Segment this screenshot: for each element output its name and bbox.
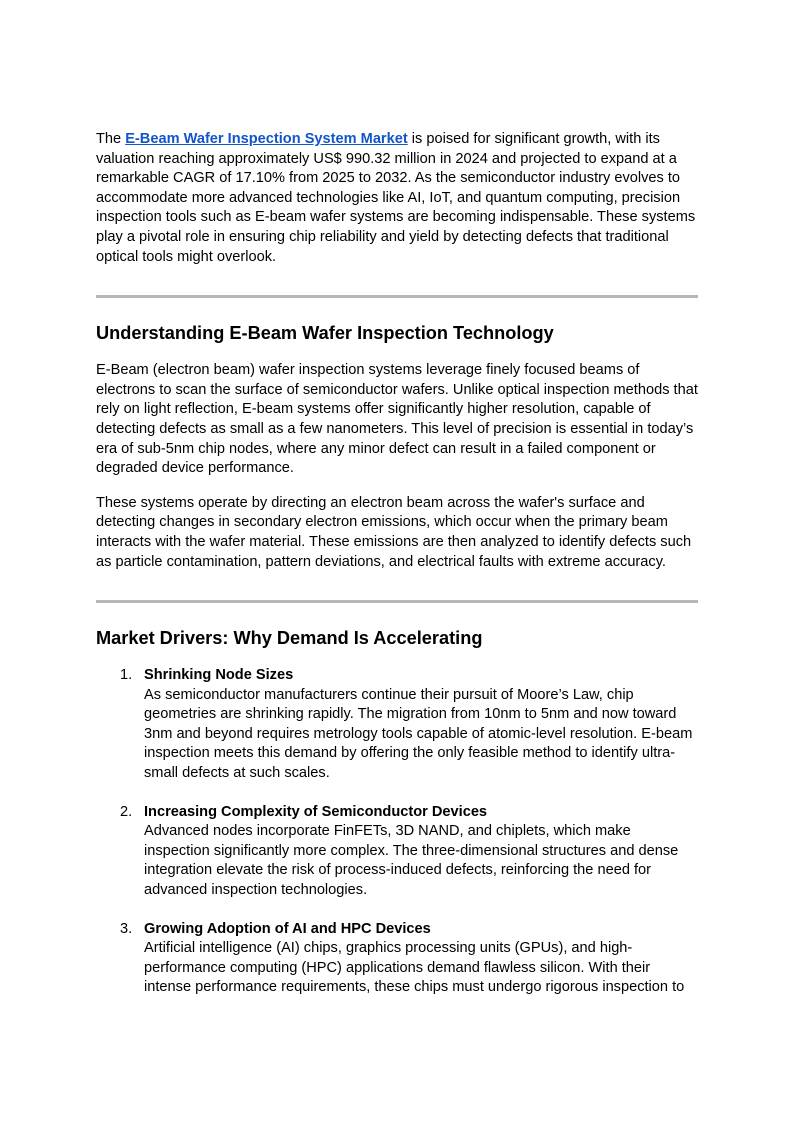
list-item — [96, 803, 698, 901]
list-item — [96, 920, 698, 998]
intro-paragraph — [96, 130, 698, 267]
technology-heading: Understanding E-Beam Wafer Inspection Technology — [96, 323, 554, 344]
list-item-body: As semiconductor manufacturers continue their pursuit of Moore’s Law, chip geometries are shrinking rapidly. The migration from 10nm to 5nm and now toward 3nm and beyond requires metrology tools capable of atomic-level resolution. E-beam inspection meets this demand by offering the only feasible method to identify ultra-small defects at such scales. — [144, 686, 693, 782]
document-page — [96, 130, 698, 998]
list-item-body: Advanced nodes incorporate FinFETs, 3D NAND, and chiplets, which make inspection significantly more complex. The three-dimensional structures and dense integration elevate the risk of process-induced defects, reinforcing the need for advanced inspection technologies. — [144, 823, 679, 899]
list-item-body: Artificial intelligence (AI) chips, graphics processing units (GPUs), and high-performance computing (HPC) applications demand flawless silicon. With their intense performance requirements, these chips must undergo rigorous inspection to — [144, 940, 685, 996]
market-report-link[interactable]: E-Beam Wafer Inspection System Market — [125, 131, 408, 147]
technology-paragraph-1: E-Beam (electron beam) wafer inspection systems leverage finely focused beams of electrons to scan the surface of semiconductor wafers. Unlike optical inspection methods that rely on light reflection, E-beam systems offer significantly higher resolution, capable of detecting defects as small as a few nanometers. This level of precision is essential in today’s era of sub-5nm chip nodes, where any minor defect can result in a failed component or degraded device performance. — [96, 362, 698, 477]
intro-after-link: is poised for significant growth, with its valuation reaching approximately US$ 990.32 million in 2024 and projected to expand at a remarkable CAGR of 17.10% from 2025 to 2032. As the semiconductor industry evolves to accommodate more advanced technologies like AI, IoT, and quantum computing, precision inspection tools such as E-beam wafer systems are becoming indispensable. These systems play a pivotal role in ensuring chip reliability and yield by detecting defects that traditional optical tools might overlook. — [96, 131, 696, 265]
intro-before-link: The — [96, 131, 126, 147]
list-item-title: Increasing Complexity of Semiconductor Devices — [144, 803, 488, 820]
technology-paragraph-2: These systems operate by directing an electron beam across the wafer's surface and detecting changes in secondary electron emissions, which occur when the primary beam interacts with the wafer material. These emissions are then analyzed to identify defects such as particle contamination, pattern deviations, and electrical faults with extreme accuracy. — [96, 494, 692, 570]
list-item-title: Growing Adoption of AI and HPC Devices — [144, 920, 431, 937]
list-item-number: 1. — [120, 667, 133, 684]
list-item-title: Shrinking Node Sizes — [144, 667, 294, 684]
drivers-heading: Market Drivers: Why Demand Is Accelerating — [96, 628, 483, 649]
list-item-number: 3. — [120, 920, 133, 937]
list-item — [96, 666, 698, 784]
list-item-number: 2. — [120, 803, 133, 820]
drivers-list — [96, 666, 698, 998]
